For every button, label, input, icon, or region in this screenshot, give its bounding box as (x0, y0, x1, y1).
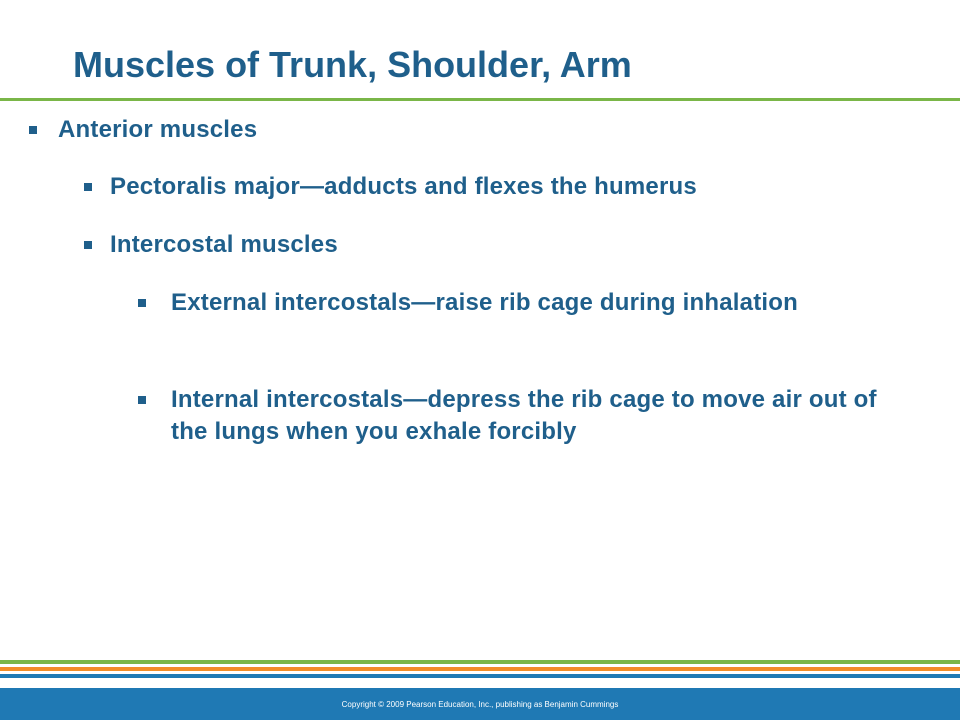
bullet-square-icon (138, 299, 146, 307)
copyright-text: Copyright © 2009 Pearson Education, Inc., publishing as Benjamin Cummings (341, 700, 619, 709)
footer-stripes (0, 660, 960, 688)
bullet-intercostal-muscles: Intercostal muscles (110, 231, 338, 258)
bullet-square-icon (29, 126, 37, 134)
bullet-square-icon (84, 183, 92, 191)
bullet-square-icon (138, 396, 146, 404)
footer-stripe-green (0, 660, 960, 664)
bullet-internal-intercostals: Internal intercostals—depress the rib cage to move air out of the lungs when you exhale forcibly (171, 386, 877, 445)
slide-title: Muscles of Trunk, Shoulder, Arm (73, 44, 632, 85)
bullet-external-intercostals: External intercostals—raise rib cage during inhalation (171, 289, 798, 316)
bullet-square-icon (84, 241, 92, 249)
bullet-pectoralis-major: Pectoralis major—adducts and flexes the humerus (110, 173, 697, 200)
bullet-anterior-muscles: Anterior muscles (58, 116, 258, 143)
footer-stripe-blue (0, 674, 960, 678)
footer-stripe-orange (0, 667, 960, 671)
